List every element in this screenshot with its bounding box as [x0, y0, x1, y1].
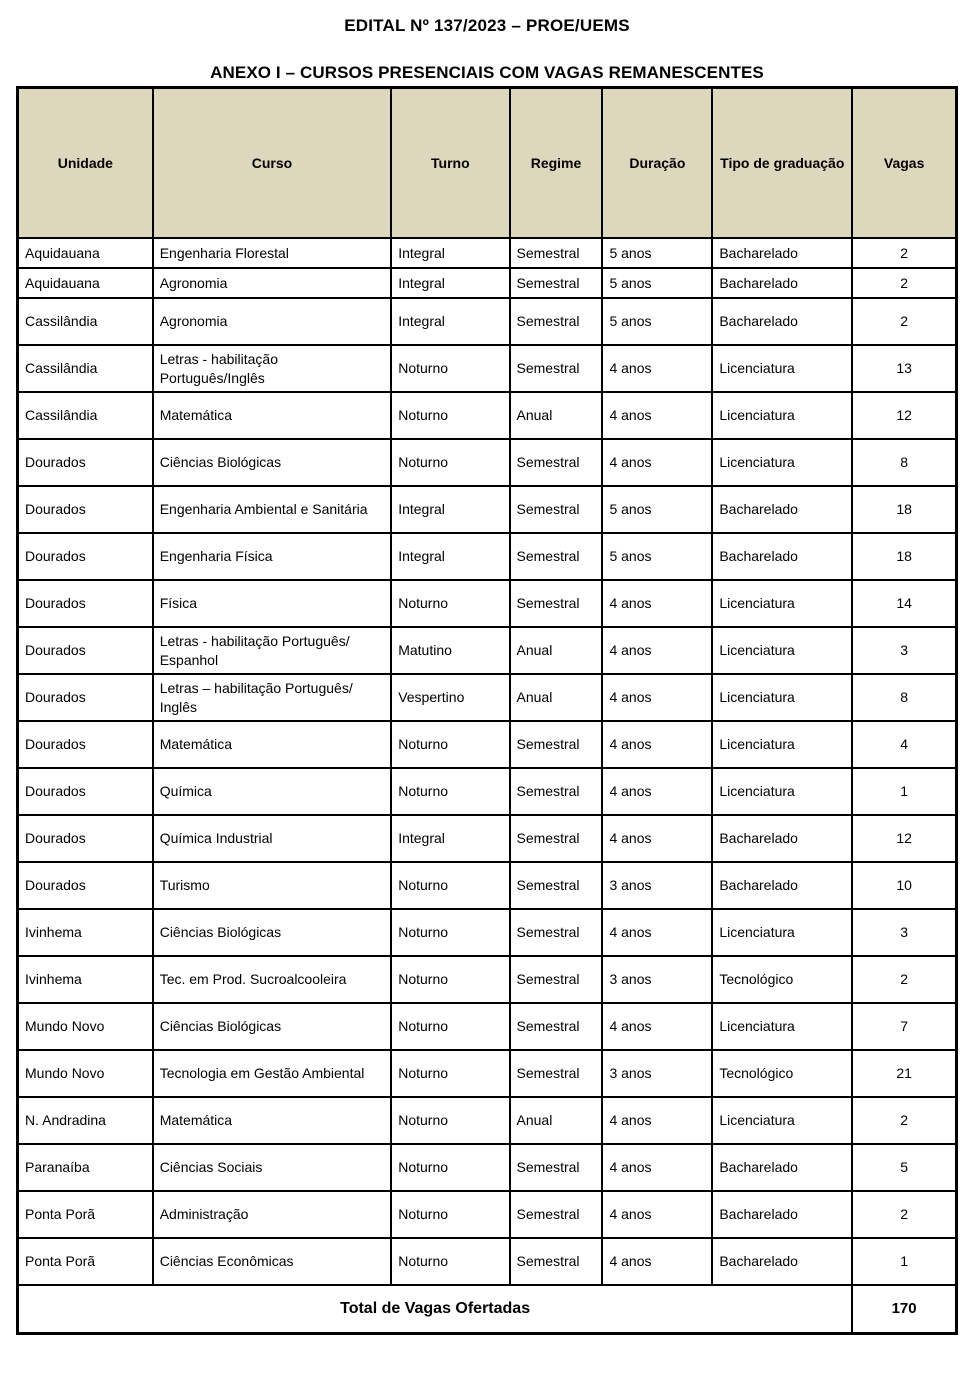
cell-vagas: 18 [852, 486, 956, 533]
cell-duracao: 4 anos [602, 1097, 712, 1144]
cell-tipo-graduacao: Licenciatura [712, 627, 852, 674]
table-row [18, 268, 957, 298]
cell-duracao: 4 anos [602, 1191, 712, 1238]
cell-turno: Vespertino [391, 674, 509, 721]
cell-vagas: 12 [852, 815, 956, 862]
cell-vagas: 2 [852, 1097, 956, 1144]
cell-unidade: Ivinhema [18, 909, 153, 956]
cell-curso: Matemática [153, 721, 392, 768]
cell-vagas: 2 [852, 298, 956, 345]
cell-vagas: 8 [852, 674, 956, 721]
column-header-duracao: Duração [602, 88, 712, 239]
cell-unidade: Paranaíba [18, 1144, 153, 1191]
table-row [18, 238, 957, 268]
table-row [18, 1191, 957, 1238]
cell-vagas: 21 [852, 1050, 956, 1097]
cell-curso: Letras - habilitação Português/Inglês [153, 345, 392, 392]
cell-turno: Noturno [391, 862, 509, 909]
cell-unidade: Ponta Porã [18, 1191, 153, 1238]
cell-duracao: 4 anos [602, 674, 712, 721]
cell-curso: Engenharia Física [153, 533, 392, 580]
cell-curso: Ciências Biológicas [153, 439, 392, 486]
cell-duracao: 4 anos [602, 392, 712, 439]
cell-duracao: 4 anos [602, 439, 712, 486]
cell-tipo-graduacao: Bacharelado [712, 1144, 852, 1191]
cell-duracao: 4 anos [602, 345, 712, 392]
cell-vagas: 18 [852, 533, 956, 580]
cell-regime: Semestral [510, 238, 603, 268]
cell-unidade: Mundo Novo [18, 1050, 153, 1097]
cell-duracao: 3 anos [602, 1050, 712, 1097]
cell-curso: Letras – habilitação Português/ Inglês [153, 674, 392, 721]
cell-curso: Turismo [153, 862, 392, 909]
cell-duracao: 4 anos [602, 768, 712, 815]
cell-unidade: Dourados [18, 862, 153, 909]
cell-regime: Semestral [510, 298, 603, 345]
column-header-curso: Curso [153, 88, 392, 239]
courses-table [16, 86, 958, 1335]
table-row [18, 298, 957, 345]
cell-duracao: 4 anos [602, 1238, 712, 1285]
cell-curso: Ciências Econômicas [153, 1238, 392, 1285]
cell-turno: Noturno [391, 909, 509, 956]
cell-tipo-graduacao: Bacharelado [712, 862, 852, 909]
cell-duracao: 4 anos [602, 580, 712, 627]
cell-duracao: 5 anos [602, 533, 712, 580]
cell-turno: Noturno [391, 1191, 509, 1238]
cell-turno: Noturno [391, 439, 509, 486]
cell-turno: Noturno [391, 1050, 509, 1097]
cell-regime: Anual [510, 392, 603, 439]
table-row [18, 909, 957, 956]
cell-regime: Anual [510, 674, 603, 721]
cell-curso: Agronomia [153, 298, 392, 345]
cell-turno: Noturno [391, 1003, 509, 1050]
cell-vagas: 7 [852, 1003, 956, 1050]
cell-turno: Noturno [391, 392, 509, 439]
cell-curso: Matemática [153, 1097, 392, 1144]
cell-regime: Semestral [510, 439, 603, 486]
table-row [18, 1003, 957, 1050]
cell-turno: Noturno [391, 1238, 509, 1285]
cell-regime: Semestral [510, 1144, 603, 1191]
document-title: EDITAL Nº 137/2023 – PROE/UEMS [344, 16, 630, 35]
cell-unidade: Dourados [18, 580, 153, 627]
cell-vagas: 1 [852, 768, 956, 815]
table-row [18, 345, 957, 392]
cell-tipo-graduacao: Licenciatura [712, 439, 852, 486]
cell-unidade: Cassilândia [18, 345, 153, 392]
cell-tipo-graduacao: Bacharelado [712, 1238, 852, 1285]
cell-unidade: Cassilândia [18, 298, 153, 345]
cell-duracao: 5 anos [602, 268, 712, 298]
cell-tipo-graduacao: Bacharelado [712, 815, 852, 862]
cell-duracao: 4 anos [602, 627, 712, 674]
cell-turno: Noturno [391, 580, 509, 627]
cell-unidade: Dourados [18, 439, 153, 486]
cell-unidade: Dourados [18, 627, 153, 674]
cell-duracao: 3 anos [602, 956, 712, 1003]
cell-regime: Semestral [510, 909, 603, 956]
column-header-vagas: Vagas [852, 88, 956, 239]
cell-duracao: 5 anos [602, 238, 712, 268]
cell-curso: Ciências Sociais [153, 1144, 392, 1191]
cell-curso: Tecnologia em Gestão Ambiental [153, 1050, 392, 1097]
cell-curso: Letras - habilitação Português/ Espanhol [153, 627, 392, 674]
cell-vagas: 2 [852, 268, 956, 298]
cell-unidade: Aquidauana [18, 268, 153, 298]
table-row [18, 486, 957, 533]
table-row [18, 768, 957, 815]
cell-regime: Semestral [510, 1191, 603, 1238]
cell-curso: Engenharia Ambiental e Sanitária [153, 486, 392, 533]
cell-turno: Noturno [391, 1097, 509, 1144]
cell-vagas: 2 [852, 238, 956, 268]
cell-vagas: 14 [852, 580, 956, 627]
total-row [18, 1285, 957, 1333]
cell-vagas: 10 [852, 862, 956, 909]
cell-turno: Integral [391, 486, 509, 533]
cell-vagas: 13 [852, 345, 956, 392]
cell-tipo-graduacao: Licenciatura [712, 392, 852, 439]
cell-duracao: 4 anos [602, 1144, 712, 1191]
cell-vagas: 4 [852, 721, 956, 768]
cell-turno: Noturno [391, 345, 509, 392]
table-row [18, 627, 957, 674]
cell-curso: Ciências Biológicas [153, 909, 392, 956]
table-row [18, 392, 957, 439]
table-row [18, 721, 957, 768]
cell-tipo-graduacao: Licenciatura [712, 580, 852, 627]
document-subtitle: ANEXO I – CURSOS PRESENCIAIS COM VAGAS REMANESCENTES [210, 63, 764, 82]
cell-unidade: N. Andradina [18, 1097, 153, 1144]
cell-unidade: Dourados [18, 486, 153, 533]
table-row [18, 862, 957, 909]
cell-duracao: 4 anos [602, 1003, 712, 1050]
cell-regime: Semestral [510, 862, 603, 909]
cell-turno: Integral [391, 298, 509, 345]
table-row [18, 1144, 957, 1191]
cell-tipo-graduacao: Bacharelado [712, 1191, 852, 1238]
cell-turno: Noturno [391, 721, 509, 768]
cell-vagas: 8 [852, 439, 956, 486]
cell-tipo-graduacao: Bacharelado [712, 268, 852, 298]
cell-unidade: Cassilândia [18, 392, 153, 439]
cell-vagas: 3 [852, 909, 956, 956]
cell-unidade: Ponta Porã [18, 1238, 153, 1285]
table-row [18, 815, 957, 862]
cell-tipo-graduacao: Bacharelado [712, 298, 852, 345]
cell-curso: Física [153, 580, 392, 627]
table-row [18, 1097, 957, 1144]
cell-duracao: 3 anos [602, 862, 712, 909]
cell-tipo-graduacao: Bacharelado [712, 238, 852, 268]
header-row [18, 88, 957, 239]
cell-curso: Agronomia [153, 268, 392, 298]
cell-regime: Semestral [510, 533, 603, 580]
cell-tipo-graduacao: Licenciatura [712, 721, 852, 768]
column-header-unidade: Unidade [18, 88, 153, 239]
cell-tipo-graduacao: Licenciatura [712, 674, 852, 721]
cell-unidade: Dourados [18, 768, 153, 815]
cell-unidade: Ivinhema [18, 956, 153, 1003]
total-label: Total de Vagas Ofertadas [18, 1285, 853, 1333]
cell-vagas: 2 [852, 1191, 956, 1238]
cell-vagas: 1 [852, 1238, 956, 1285]
cell-duracao: 4 anos [602, 721, 712, 768]
cell-regime: Semestral [510, 1238, 603, 1285]
cell-regime: Semestral [510, 768, 603, 815]
cell-curso: Química [153, 768, 392, 815]
cell-curso: Administração [153, 1191, 392, 1238]
total-value: 170 [852, 1285, 956, 1333]
column-header-tipo-graduacao: Tipo de graduação [712, 88, 852, 239]
cell-duracao: 5 anos [602, 486, 712, 533]
cell-turno: Noturno [391, 768, 509, 815]
column-header-turno: Turno [391, 88, 509, 239]
cell-unidade: Dourados [18, 815, 153, 862]
cell-unidade: Dourados [18, 721, 153, 768]
cell-vagas: 5 [852, 1144, 956, 1191]
cell-regime: Semestral [510, 580, 603, 627]
cell-turno: Noturno [391, 1144, 509, 1191]
cell-tipo-graduacao: Licenciatura [712, 768, 852, 815]
cell-turno: Integral [391, 268, 509, 298]
cell-unidade: Mundo Novo [18, 1003, 153, 1050]
cell-regime: Semestral [510, 956, 603, 1003]
cell-vagas: 3 [852, 627, 956, 674]
cell-turno: Integral [391, 533, 509, 580]
cell-tipo-graduacao: Licenciatura [712, 345, 852, 392]
table-row [18, 674, 957, 721]
cell-unidade: Dourados [18, 533, 153, 580]
table-body [18, 238, 957, 1285]
cell-regime: Semestral [510, 486, 603, 533]
cell-curso: Tec. em Prod. Sucroalcooleira [153, 956, 392, 1003]
cell-regime: Semestral [510, 268, 603, 298]
cell-turno: Noturno [391, 956, 509, 1003]
cell-tipo-graduacao: Licenciatura [712, 1097, 852, 1144]
cell-regime: Semestral [510, 815, 603, 862]
cell-unidade: Dourados [18, 674, 153, 721]
cell-regime: Semestral [510, 1003, 603, 1050]
table-row [18, 1238, 957, 1285]
table-row [18, 1050, 957, 1097]
cell-regime: Semestral [510, 1050, 603, 1097]
table-row [18, 533, 957, 580]
cell-curso: Matemática [153, 392, 392, 439]
table-row [18, 956, 957, 1003]
cell-tipo-graduacao: Bacharelado [712, 533, 852, 580]
cell-tipo-graduacao: Tecnológico [712, 956, 852, 1003]
cell-tipo-graduacao: Licenciatura [712, 909, 852, 956]
cell-unidade: Aquidauana [18, 238, 153, 268]
cell-curso: Ciências Biológicas [153, 1003, 392, 1050]
cell-vagas: 12 [852, 392, 956, 439]
cell-tipo-graduacao: Bacharelado [712, 486, 852, 533]
cell-duracao: 5 anos [602, 298, 712, 345]
cell-turno: Matutino [391, 627, 509, 674]
cell-tipo-graduacao: Licenciatura [712, 1003, 852, 1050]
column-header-regime: Regime [510, 88, 603, 239]
cell-regime: Semestral [510, 345, 603, 392]
cell-regime: Anual [510, 1097, 603, 1144]
table-row [18, 580, 957, 627]
cell-curso: Engenharia Florestal [153, 238, 392, 268]
cell-tipo-graduacao: Tecnológico [712, 1050, 852, 1097]
cell-turno: Integral [391, 238, 509, 268]
cell-turno: Integral [391, 815, 509, 862]
cell-duracao: 4 anos [602, 815, 712, 862]
cell-vagas: 2 [852, 956, 956, 1003]
table-row [18, 439, 957, 486]
cell-regime: Anual [510, 627, 603, 674]
cell-curso: Química Industrial [153, 815, 392, 862]
cell-regime: Semestral [510, 721, 603, 768]
cell-duracao: 4 anos [602, 909, 712, 956]
